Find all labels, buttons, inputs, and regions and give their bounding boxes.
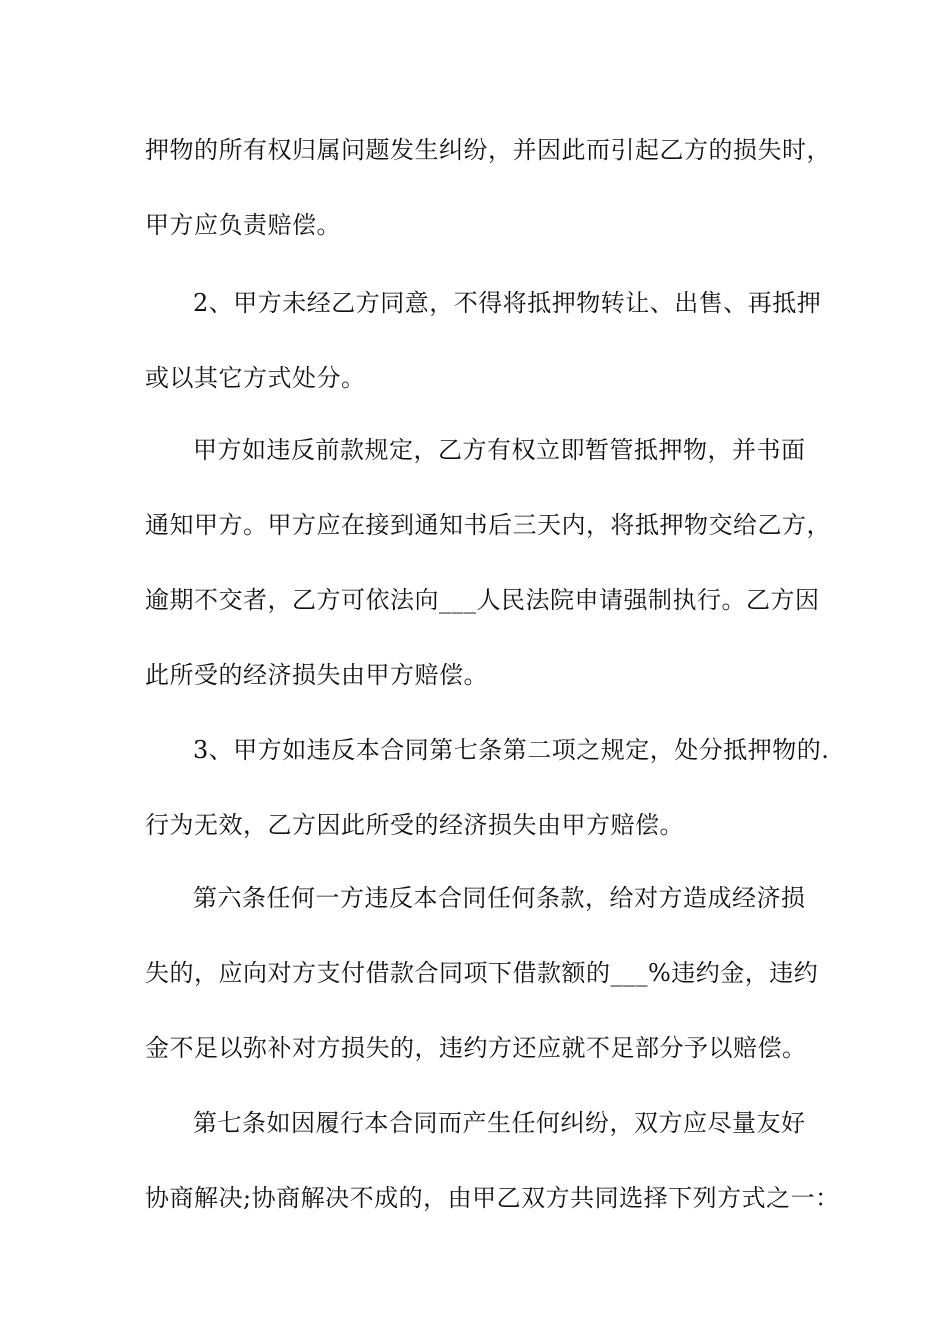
text-line: 2、甲方未经乙方同意，不得将抵押物转让、出售、再抵押	[193, 289, 822, 317]
text-line: 此所受的经济损失由甲方赔偿。	[145, 661, 488, 689]
text-line: 甲方应负责赔偿。	[145, 211, 341, 239]
text-line: 金不足以弥补对方损失的，违约方还应就不足部分予以赔偿。	[145, 1034, 807, 1062]
text-line: 3、甲方如违反本合同第七条第二项之规定，处分抵押物的.	[193, 736, 830, 764]
text-line: 逾期不交者，乙方可依法向___人民法院申请强制执行。乙方因	[145, 586, 820, 614]
text-line: 第六条任何一方违反本合同任何条款，给对方造成经济损	[193, 884, 806, 912]
text-line: 行为无效，乙方因此所受的经济损失由甲方赔偿。	[145, 811, 684, 839]
text-line: 或以其它方式处分。	[145, 364, 366, 392]
text-line: 押物的所有权归属问题发生纠纷，并因此而引起乙方的损失时，	[145, 136, 831, 164]
text-line: 协商解决;协商解决不成的，由甲乙双方共同选择下列方式之一：	[145, 1184, 840, 1212]
text-line: 通知甲方。甲方应在接到通知书后三天内，将抵押物交给乙方，	[145, 511, 831, 539]
text-line: 甲方如违反前款规定，乙方有权立即暂管抵押物，并书面	[193, 436, 806, 464]
text-line: 失的，应向对方支付借款合同项下借款额的___%违约金，违约	[145, 959, 819, 987]
text-line: 第七条如因履行本合同而产生任何纠纷，双方应尽量友好	[193, 1109, 806, 1137]
